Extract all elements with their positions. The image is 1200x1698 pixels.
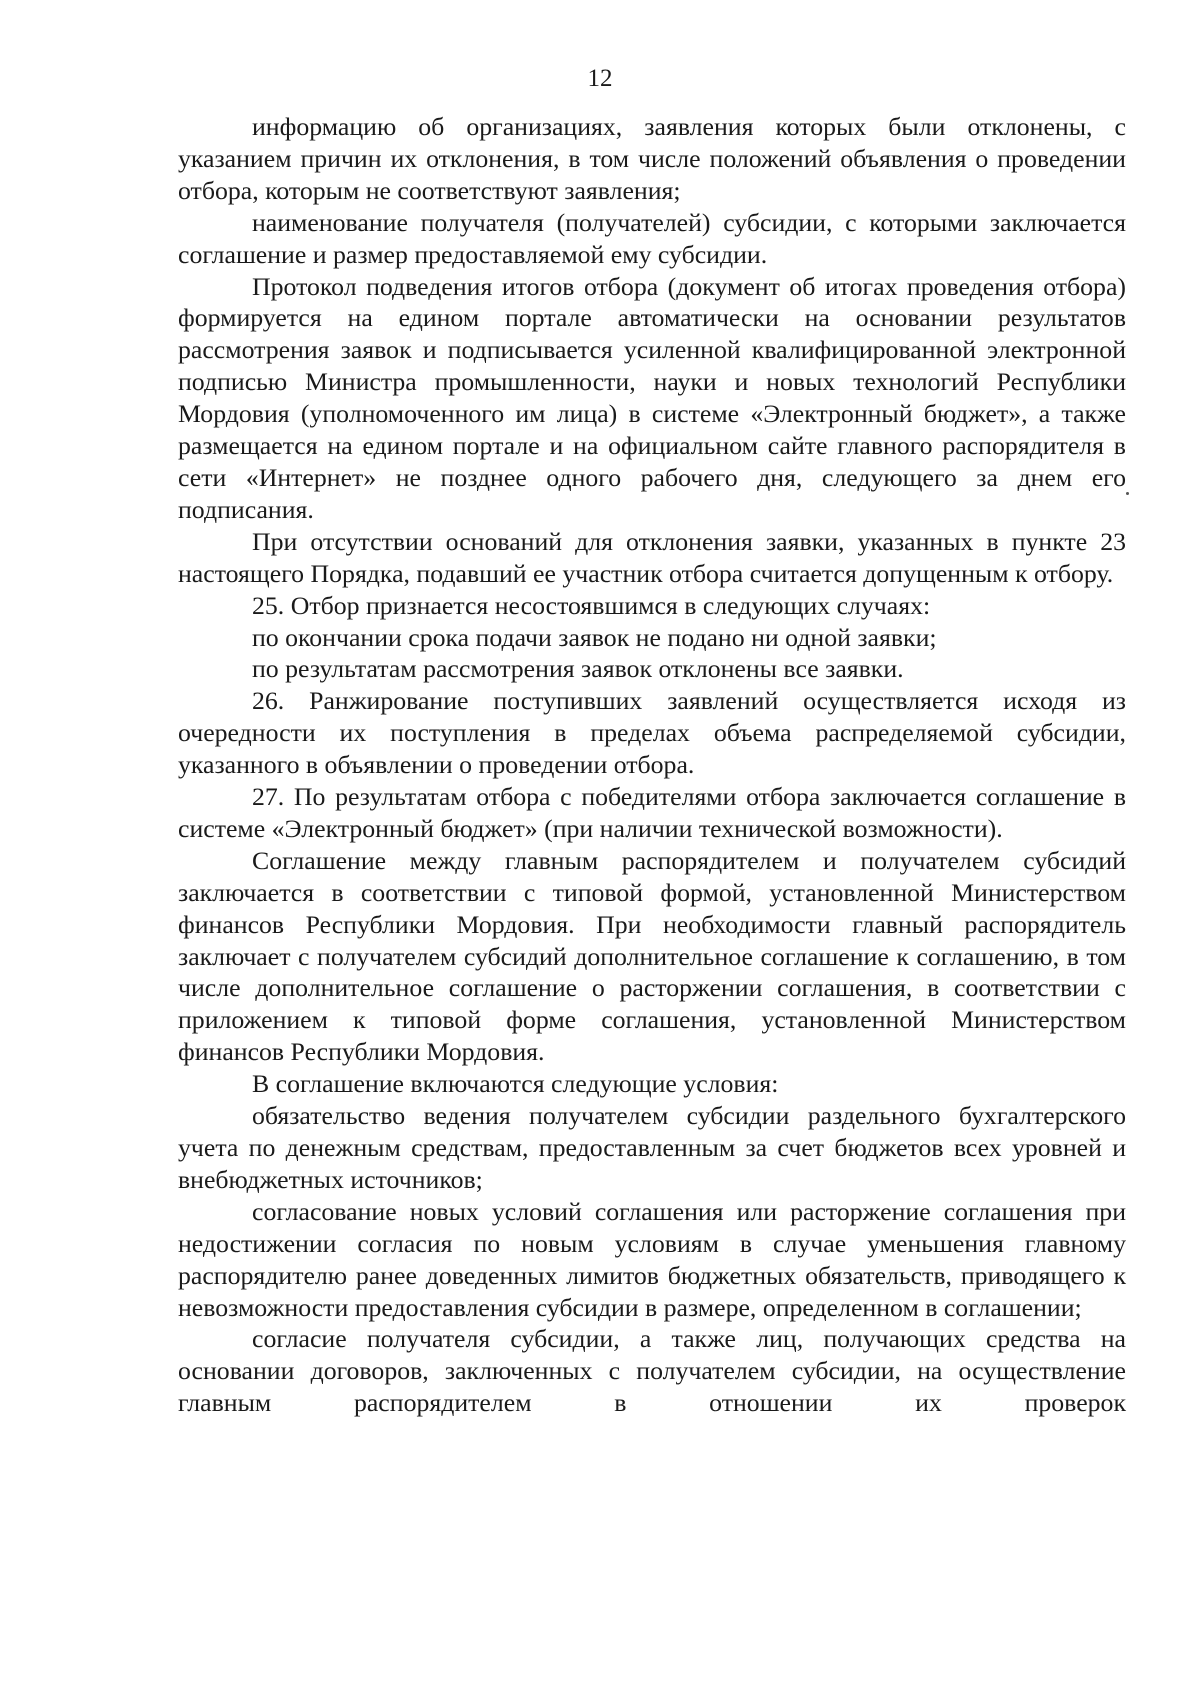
paragraph-consent-to-checks: согласие получателя субсидии, а также лиц, получающих средства на основании договоров, заключенных с получателем субсидии, на осуществление главным распорядителем в отношении их проверок: [178, 1324, 1126, 1418]
paragraph-admission-to-selection: При отсутствии оснований для отклонения заявки, указанных в пункте 23 настоящего Порядка, подавший ее участник отбора считается допущенным к отбору.: [178, 526, 1126, 588]
paragraph-selection-protocol: Протокол подведения итогов отбора (документ об итогах проведения отбора) формируется на едином портале автоматически на основании результатов рассмотрения заявок и подписывается усиленной квалифицированной электронной подписью Министра промышленности, науки и новых технологий Республики Мордовия (уполномоченного им лица) в системе «Электронный бюджет», а также размещается на едином портале и на официальном сайте главного распорядителя в сети «Интернет» не позднее одного рабочего дня, следующего за днем его подписания.: [178, 271, 1126, 524]
document-body: [178, 111, 1126, 1419]
paragraph-rejected-organizations: информацию об организациях, заявления которых были отклонены, с указанием причин их отклонения, в том числе положений объявления о проведении отбора, которым не соответствуют заявления;: [178, 112, 1126, 205]
page-number: 12: [587, 65, 613, 92]
paragraph-all-rejected: по результатам рассмотрения заявок отклонены все заявки.: [252, 654, 904, 684]
paragraph-recipient-name: наименование получателя (получателей) субсидии, с которыми заключается соглашение и размер предоставляемой ему субсидии.: [178, 207, 1126, 269]
paragraph-item-26: 26. Ранжирование поступивших заявлений осуществляется исходя из очередности их поступления в пределах объема распределяемой субсидии, указанного в объявлении о проведении отбора.: [178, 686, 1126, 780]
paragraph-separate-accounting: обязательство ведения получателем субсидии раздельного бухгалтерского учета по денежным средствам, предоставленным за счет бюджетов всех уровней и внебюджетных источников;: [178, 1101, 1126, 1194]
paragraph-item-27: 27. По результатам отбора с победителями отбора заключается соглашение в системе «Электронный бюджет» (при наличии технической возможности).: [178, 782, 1126, 843]
scan-speck: [1126, 492, 1129, 495]
paragraph-no-applications: по окончании срока подачи заявок не подано ни одной заявки;: [252, 622, 937, 652]
paragraph-agreement-form: Соглашение между главным распорядителем и получателем субсидий заключается в соответствии с типовой формой, установленной Министерством финансов Республики Мордовия. При необходимости главный распорядитель заключает с получателем субсидий дополнительное соглашение к соглашению, в том числе дополнительное соглашение о расторжении соглашения, в соответствии с приложением к типовой форме соглашения, установленной Министерством финансов Республики Мордовия.: [178, 845, 1126, 1067]
paragraph-agreement-conditions: В соглашение включаются следующие условия:: [252, 1069, 779, 1099]
paragraph-item-25: 25. Отбор признается несостоявшимся в следующих случаях:: [252, 590, 931, 620]
paragraph-new-conditions: согласование новых условий соглашения или расторжение соглашения при недостижении согласия по новым условиям в случае уменьшения главному распорядителю ранее доведенных лимитов бюджетных обязательств, приводящего к невозможности предоставления субсидии в размере, определенном в соглашении;: [178, 1196, 1126, 1322]
